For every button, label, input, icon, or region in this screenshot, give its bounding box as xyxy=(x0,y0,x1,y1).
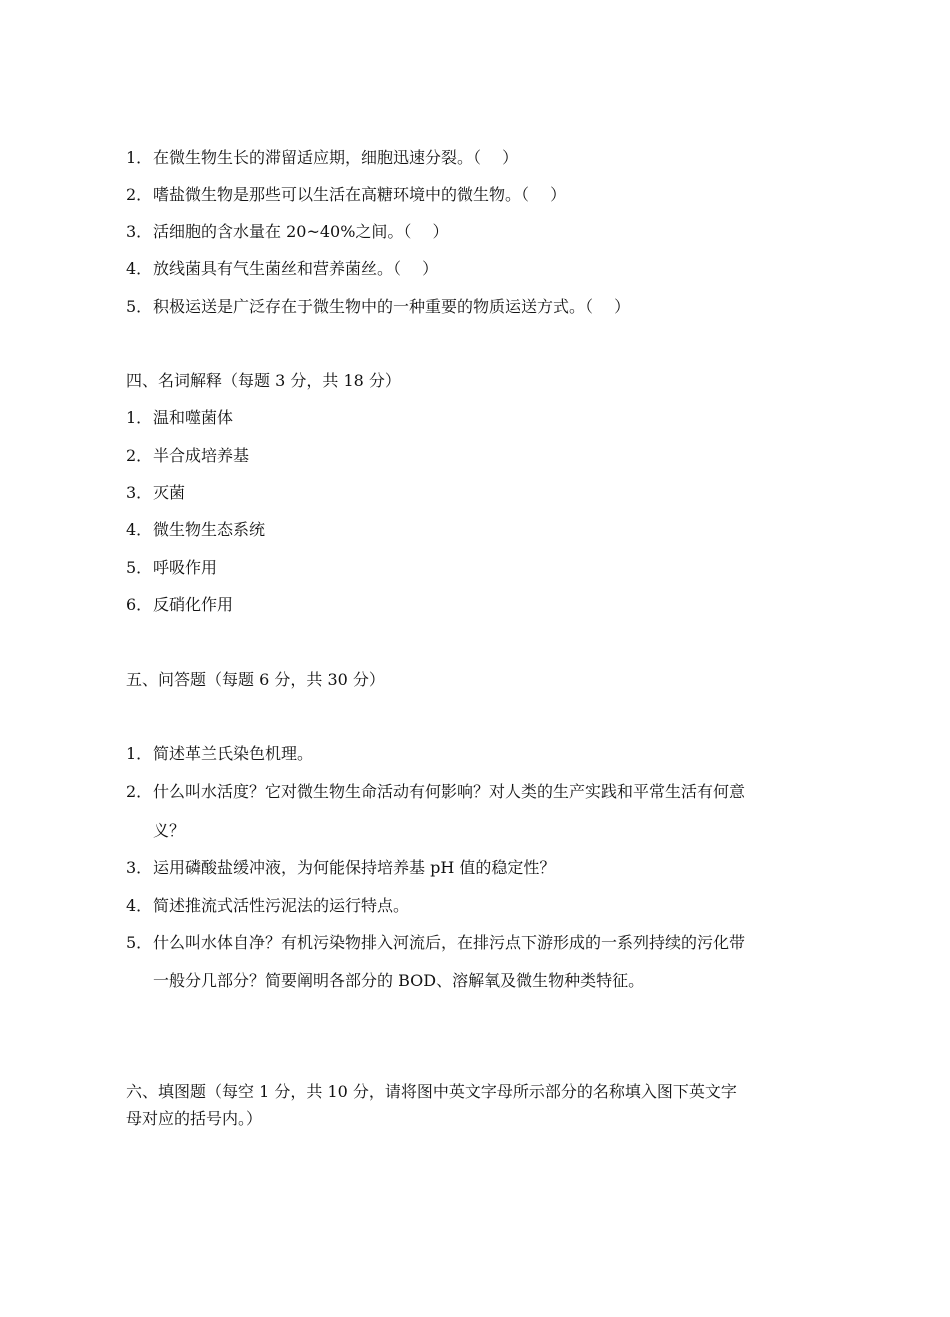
term-item-6 xyxy=(126,595,233,615)
item-number: 1． xyxy=(126,148,153,167)
judge-item-2 xyxy=(126,185,566,205)
section-6-title-line-2: 母对应的括号内。） xyxy=(126,1109,263,1128)
item-number: 4． xyxy=(126,896,153,915)
item-number: 3． xyxy=(126,222,153,241)
item-text: 放线菌具有气生菌丝和营养菌丝。（ ） xyxy=(153,259,439,278)
item-text: 简述革兰氏染色机理。 xyxy=(153,744,314,763)
section-6-title-line-1: 六、填图题（每空 1 分，共 10 分，请将图中英文字母所示部分的名称填入图下英文字 xyxy=(126,1082,737,1101)
judge-item-5 xyxy=(126,297,630,317)
question-item-5-continuation: 一般分几部分？简要阐明各部分的 BOD、溶解氧及微生物种类特征。 xyxy=(153,971,645,990)
item-text: 反硝化作用 xyxy=(153,595,234,614)
item-number: 2． xyxy=(126,782,153,801)
item-text: 微生物生态系统 xyxy=(153,520,266,539)
question-item-2-continuation: 义？ xyxy=(153,821,186,840)
item-number: 4． xyxy=(126,259,153,278)
section-4-title: 四、名词解释（每题 3 分，共 18 分） xyxy=(126,371,401,390)
item-number: 2． xyxy=(126,185,153,204)
item-number: 2． xyxy=(126,446,153,465)
item-number: 5． xyxy=(126,297,153,316)
item-text: 温和噬菌体 xyxy=(153,408,234,427)
item-number: 4． xyxy=(126,520,153,539)
question-item-1 xyxy=(126,744,313,764)
item-number: 5． xyxy=(126,933,153,952)
judge-item-1 xyxy=(126,148,518,168)
item-text: 运用磷酸盐缓冲液，为何能保持培养基 pH 值的稳定性？ xyxy=(153,858,556,877)
term-item-1 xyxy=(126,408,233,428)
item-number: 3． xyxy=(126,858,153,877)
judge-item-3 xyxy=(126,222,449,242)
item-text: 活细胞的含水量在 20~40%之间。（ ） xyxy=(153,222,449,241)
question-item-3 xyxy=(126,858,555,878)
item-text: 什么叫水体自净？有机污染物排入河流后，在排污点下游形成的一系列持续的污化带 xyxy=(153,933,746,952)
item-number: 1． xyxy=(126,744,153,763)
item-text: 灭菌 xyxy=(153,483,186,502)
item-text: 嗜盐微生物是那些可以生活在高糖环境中的微生物。（ ） xyxy=(153,185,567,204)
item-text: 简述推流式活性污泥法的运行特点。 xyxy=(153,896,410,915)
judge-item-4 xyxy=(126,259,438,279)
item-text: 在微生物生长的滞留适应期，细胞迅速分裂。（ ） xyxy=(153,148,519,167)
section-5-title: 五、问答题（每题 6 分，共 30 分） xyxy=(126,670,385,689)
item-number: 3． xyxy=(126,483,153,502)
item-text: 什么叫水活度？它对微生物生命活动有何影响？对人类的生产实践和平常生活有何意 xyxy=(153,782,746,801)
term-item-5 xyxy=(126,558,217,578)
item-number: 1． xyxy=(126,408,153,427)
item-number: 5． xyxy=(126,558,153,577)
item-text: 呼吸作用 xyxy=(153,558,218,577)
question-item-4 xyxy=(126,896,409,916)
term-item-3 xyxy=(126,483,185,503)
term-item-4 xyxy=(126,520,265,540)
term-item-2 xyxy=(126,446,249,466)
item-number: 6． xyxy=(126,595,153,614)
item-text: 积极运送是广泛存在于微生物中的一种重要的物质运送方式。（ ） xyxy=(153,297,631,316)
question-item-2 xyxy=(126,782,745,802)
question-item-5 xyxy=(126,933,745,953)
item-text: 半合成培养基 xyxy=(153,446,250,465)
